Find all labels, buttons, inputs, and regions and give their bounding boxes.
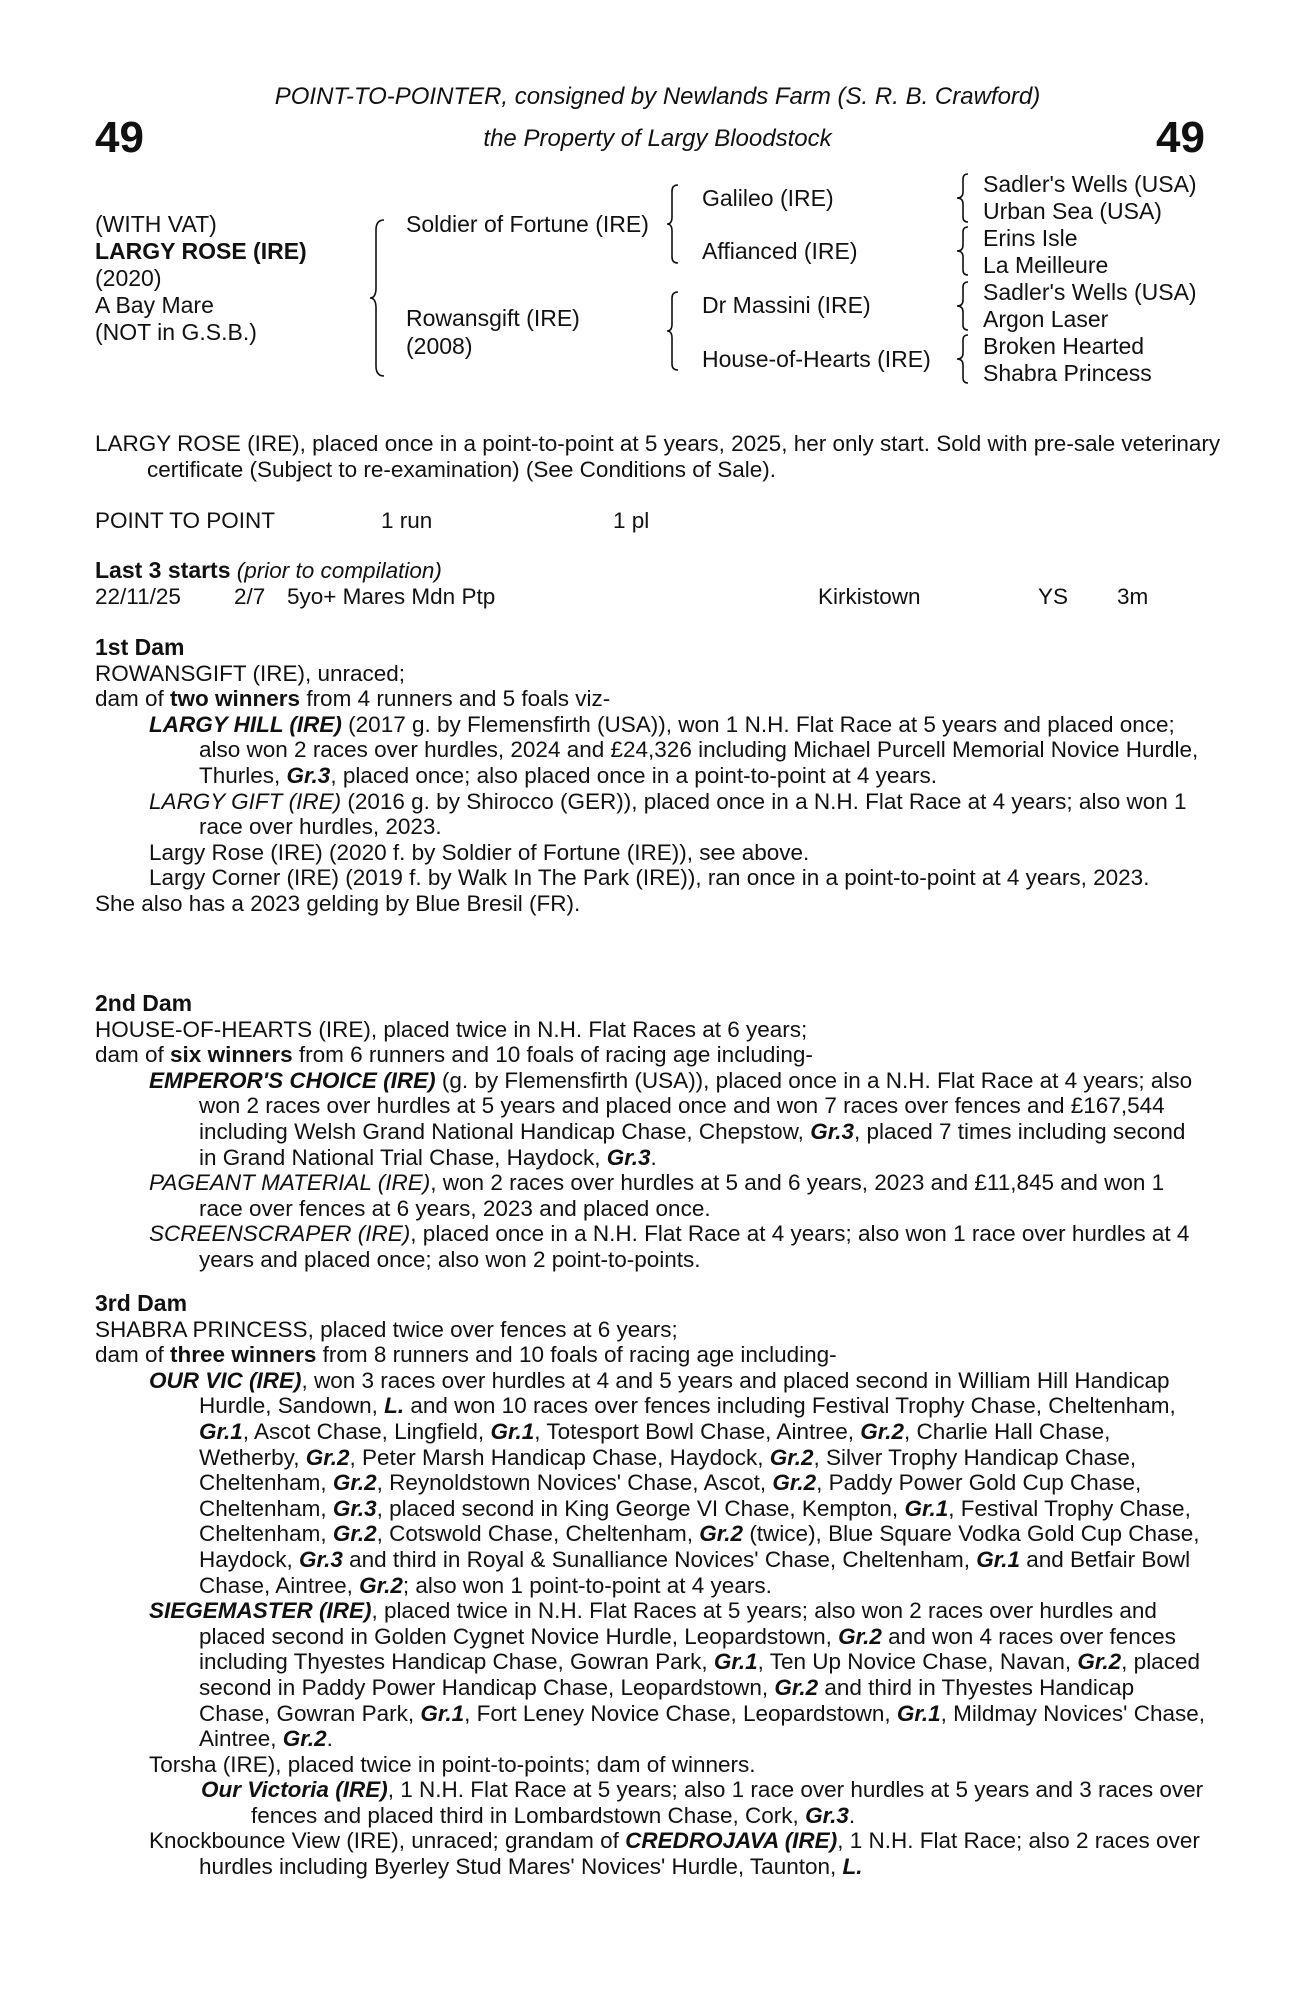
grade-badge: Gr.2 (1077, 1649, 1122, 1675)
text: from 8 runners and 10 foals of racing age including- (316, 1342, 837, 1368)
grade-badge: Gr.1 (490, 1418, 535, 1444)
text: , Cotswold Chase, Cheltenham, (376, 1521, 700, 1547)
gen3-7: Broken Hearted (983, 333, 1145, 359)
progeny-name: SCREENSCRAPER (IRE) (149, 1221, 411, 1247)
grade-badge: Gr.2 (332, 1470, 377, 1496)
text: and won 10 races over fences including Festival Trophy Chase, Cheltenham, (404, 1393, 1176, 1419)
start-date: 22/11/25 (95, 584, 181, 609)
text: (2016 g. by Shirocco (GER)), placed once in a N.H. Flat Race at 4 years; also won 1 race over hurdles, 2023. (199, 788, 1187, 840)
text: , won 2 races over hurdles at 5 and 6 years, 2023 and £11,845 and won 1 race over fences at 6 years, 2023 and placed once. (199, 1170, 1165, 1221)
progeny-name: LARGY GIFT (IRE) (149, 788, 342, 814)
winners-count: three winners (170, 1342, 317, 1368)
text: from 6 runners and 10 foals of racing age including- (292, 1042, 813, 1068)
sire-dam: Affianced (IRE) (702, 238, 858, 264)
lot-number-right: 49 (1156, 113, 1205, 162)
text: and Betfair Bowl Chase, Aintree, (199, 1546, 1191, 1598)
winners-count: two winners (170, 686, 301, 712)
lot-number-left: 49 (95, 113, 144, 162)
progeny-name: PAGEANT MATERIAL (IRE) (149, 1170, 431, 1196)
text: , 1 N.H. Flat Race; also 2 races over hurdles including Byerley Stud Mares' Novices' Hurdle, Taunton, (199, 1828, 1200, 1880)
gsb-label: (NOT in G.S.B.) (95, 319, 257, 345)
grade-badge: Gr.3 (810, 1118, 854, 1144)
first-dam-line1: ROWANSGIFT (IRE), unraced; (95, 660, 406, 686)
vat-label: (WITH VAT) (95, 211, 217, 237)
grade-badge: Gr.2 (332, 1521, 377, 1547)
progeny-entry (147, 1068, 1205, 1170)
pedigree-brace-g34 (955, 225, 971, 277)
pedigree-brace-g56 (955, 280, 971, 332)
pedigree-brace-sire (665, 183, 681, 265)
progeny-entry: Largy Rose (IRE) (2020 f. by Soldier of Fortune (IRE)), see above. (149, 839, 810, 865)
grade-badge: Gr.3 (805, 1802, 849, 1828)
dam-sire: Dr Massini (IRE) (702, 292, 871, 318)
consignor-line: POINT-TO-POINTER, consigned by Newlands Farm (S. R. B. Crawford) (274, 83, 1041, 110)
text: dam of (95, 686, 171, 712)
first-dam-title: 1st Dam (95, 634, 185, 660)
text: , Totesport Bowl Chase, Aintree, (534, 1418, 861, 1444)
text: , placed once; also placed once in a point-to-point at 4 years. (330, 762, 937, 788)
text: , Fort Leney Novice Chase, Leopardstown, (464, 1700, 897, 1726)
progeny-entry (147, 1598, 1205, 1752)
gen3-1: Sadler's Wells (USA) (983, 171, 1197, 197)
grade-badge: Gr.2 (769, 1444, 814, 1470)
text: dam of (95, 1342, 171, 1368)
grade-badge: Gr.2 (699, 1521, 744, 1547)
winners-count: six winners (170, 1042, 293, 1068)
gen3-5: Sadler's Wells (USA) (983, 279, 1197, 305)
progeny-entry (147, 1368, 1205, 1598)
last-starts-note: (prior to compilation) (236, 558, 442, 583)
text: . (650, 1144, 657, 1170)
progeny-entry: Largy Corner (IRE) (2019 f. by Walk In The Park (IRE)), ran once in a point-to-point at 4 years, 2023. (149, 865, 1150, 891)
first-dam-section (95, 635, 1205, 917)
pedigree-brace-main (368, 218, 388, 378)
first-dam-tail: She also has a 2023 gelding by Blue Bresil (FR). (95, 890, 581, 916)
gen3-4: La Meilleure (983, 252, 1109, 278)
pedigree-brace-g78 (955, 333, 971, 385)
text: from 4 runners and 5 foals viz- (300, 686, 611, 712)
start-race: 5yo+ Mares Mdn Ptp (287, 584, 496, 609)
grade-badge: Gr.1 (896, 1700, 941, 1726)
grade-badge: Gr.2 (305, 1444, 350, 1470)
start-distance: 3m (1117, 584, 1149, 609)
third-dam-line1: SHABRA PRINCESS, placed twice over fences at 6 years; (95, 1316, 678, 1342)
gen3-3: Erins Isle (983, 225, 1078, 251)
grade-badge: Gr.3 (299, 1546, 343, 1572)
last-starts-title: Last 3 starts (95, 557, 231, 583)
horse-name: LARGY ROSE (IRE) (95, 238, 307, 264)
grade-badge: Gr.2 (772, 1470, 817, 1496)
text: , 1 N.H. Flat Race at 5 years; also 1 race over hurdles at 5 years and 3 races over fences and placed third in Lombardstown Chase, Cork, (251, 1777, 1204, 1828)
dam: Rowansgift (IRE) (406, 305, 580, 331)
progeny-entry (147, 1221, 1205, 1272)
progeny-name: OUR VIC (IRE) (149, 1367, 302, 1393)
progeny-entry (147, 712, 1205, 789)
grade-badge: Gr.3 (606, 1144, 651, 1170)
text: Knockbounce View (IRE), unraced; grandam of (149, 1828, 626, 1854)
dam-dam: House-of-Hearts (IRE) (702, 346, 931, 372)
text: and third in Royal & Sunalliance Novices' Chase, Cheltenham, (342, 1546, 977, 1572)
grand-progeny-entry (199, 1777, 1205, 1828)
text: , placed once in a N.H. Flat Race at 4 years; also won 1 race over hurdles at 4 years and placed once; also won 2 point-to-points. (199, 1221, 1190, 1272)
pedigree-brace-dam (665, 290, 681, 372)
dam-year: (2008) (406, 333, 473, 359)
second-dam-line1: HOUSE-OF-HEARTS (IRE), placed twice in N.H. Flat Races at 6 years; (95, 1016, 808, 1042)
text: , Reynoldstown Novices' Chase, Ascot, (376, 1470, 773, 1496)
record-placed: 1 pl (613, 508, 650, 533)
second-dam-line2 (95, 1042, 1205, 1068)
third-dam-section (95, 1291, 1205, 1880)
text: , placed 7 times including second in Grand National Trial Chase, Haydock, (199, 1118, 1186, 1170)
property-line: the Property of Largy Bloodstock (483, 125, 832, 152)
horse-description: A Bay Mare (95, 292, 214, 318)
text: , won 3 races over hurdles at 4 and 5 years and placed second in William Hill Handicap Hurdle, Sandown, (199, 1367, 1170, 1419)
progeny-name: SIEGEMASTER (IRE) (149, 1598, 372, 1624)
grade-badge: Gr.2 (282, 1726, 327, 1752)
sire: Soldier of Fortune (IRE) (406, 211, 649, 237)
grade-badge: L. (842, 1854, 863, 1880)
progeny-entry: Torsha (IRE), placed twice in point-to-points; dam of winners. (149, 1751, 756, 1777)
grade-badge: Gr.1 (976, 1546, 1020, 1572)
text: and third in Thyestes Handicap Chase, Gowran Park, (199, 1674, 1135, 1726)
grade-badge: Gr.2 (774, 1674, 819, 1700)
progeny-entry (147, 789, 1205, 840)
third-dam-line2 (95, 1342, 1205, 1368)
grade-badge: Gr.3 (286, 762, 331, 788)
text: . (848, 1802, 856, 1828)
grade-badge: Gr.1 (713, 1649, 758, 1675)
second-dam-title: 2nd Dam (95, 990, 193, 1016)
progeny-entry (147, 1170, 1205, 1221)
text: , Festival Trophy Chase, Cheltenham, (199, 1495, 1191, 1547)
progeny-name: LARGY HILL (IRE) (149, 711, 342, 737)
text: , placed second in King George VI Chase, Kempton, (376, 1495, 905, 1521)
pedigree-brace-g12 (955, 172, 971, 224)
text: , Silver Trophy Handicap Chase, Cheltenham, (199, 1444, 1137, 1496)
progeny-entry (147, 1828, 1205, 1879)
text: , placed second in Paddy Power Handicap Chase, Leopardstown, (199, 1649, 1200, 1700)
last-starts-heading (95, 557, 442, 584)
gen3-2: Urban Sea (USA) (983, 198, 1162, 224)
progeny-name: Our Victoria (IRE) (201, 1777, 388, 1803)
text: , placed twice in N.H. Flat Races at 5 years; also won 2 races over hurdles and placed second in Golden Cygnet Novice Hurdle, Leopardstown, (199, 1598, 1157, 1649)
start-course: Kirkistown (818, 584, 921, 609)
text: , Mildmay Novices' Chase, Aintree, (199, 1700, 1206, 1752)
first-dam-line2 (95, 686, 1205, 712)
third-dam-title: 3rd Dam (95, 1290, 188, 1316)
gen3-8: Shabra Princess (983, 360, 1152, 386)
text: . (326, 1726, 333, 1752)
grade-badge: Gr.1 (420, 1700, 465, 1726)
start-position: 2/7 (234, 584, 266, 609)
horse-identity (95, 211, 307, 346)
start-going: YS (1038, 584, 1069, 609)
second-dam-section (95, 991, 1205, 1273)
record-runs: 1 run (381, 508, 433, 533)
text: and won 4 races over fences including Thyestes Handicap Chase, Gowran Park, (199, 1623, 1176, 1675)
intro-paragraph: LARGY ROSE (IRE), placed once in a point-to-point at 5 years, 2025, her only start. Sold with pre-sale veterinary certificate (Subject to re-examination) (See Conditions of Sale). (95, 431, 1221, 482)
text: , Charlie Hall Chase, Wetherby, (199, 1418, 1111, 1470)
text: , Ascot Chase, Lingfield, (242, 1418, 491, 1444)
horse-year: (2020) (95, 265, 162, 291)
text: (twice), Blue Square Vodka Gold Cup Chase, Haydock, (199, 1521, 1200, 1572)
progeny-name: CREDROJAVA (IRE) (625, 1828, 838, 1854)
text: (g. by Flemensfirth (USA)), placed once in a N.H. Flat Race at 4 years; also won 2 races over hurdles at 5 years and placed once and won 7 races over fences and £167,544 including Welsh Grand National Handicap Chase, Chepstow, (199, 1067, 1193, 1144)
text: , Peter Marsh Handicap Chase, Haydock, (349, 1444, 770, 1470)
grade-badge: Gr.2 (860, 1418, 905, 1444)
gen3-6: Argon Laser (983, 306, 1109, 332)
text: , Paddy Power Gold Cup Chase, Cheltenham, (199, 1470, 1142, 1521)
text: (2017 g. by Flemensfirth (USA)), won 1 N.H. Flat Race at 5 years and placed once; also won 2 races over hurdles, 2024 and £24,326 including Michael Purcell Memorial Novice Hurdle, Thurles, (199, 711, 1199, 788)
grade-badge: Gr.2 (838, 1623, 882, 1649)
progeny-name: EMPEROR'S CHOICE (IRE) (149, 1067, 436, 1093)
grade-badge: Gr.3 (332, 1495, 377, 1521)
text: , Ten Up Novice Chase, Navan, (757, 1649, 1078, 1675)
text: ; also won 1 point-to-point at 4 years. (402, 1572, 772, 1598)
grade-badge: L. (384, 1393, 405, 1419)
sire-sire: Galileo (IRE) (702, 185, 834, 211)
grade-badge: Gr.1 (904, 1495, 949, 1521)
grade-badge: Gr.1 (199, 1418, 243, 1444)
record-label: POINT TO POINT (95, 508, 276, 533)
grade-badge: Gr.2 (359, 1572, 403, 1598)
text: dam of (95, 1042, 171, 1068)
